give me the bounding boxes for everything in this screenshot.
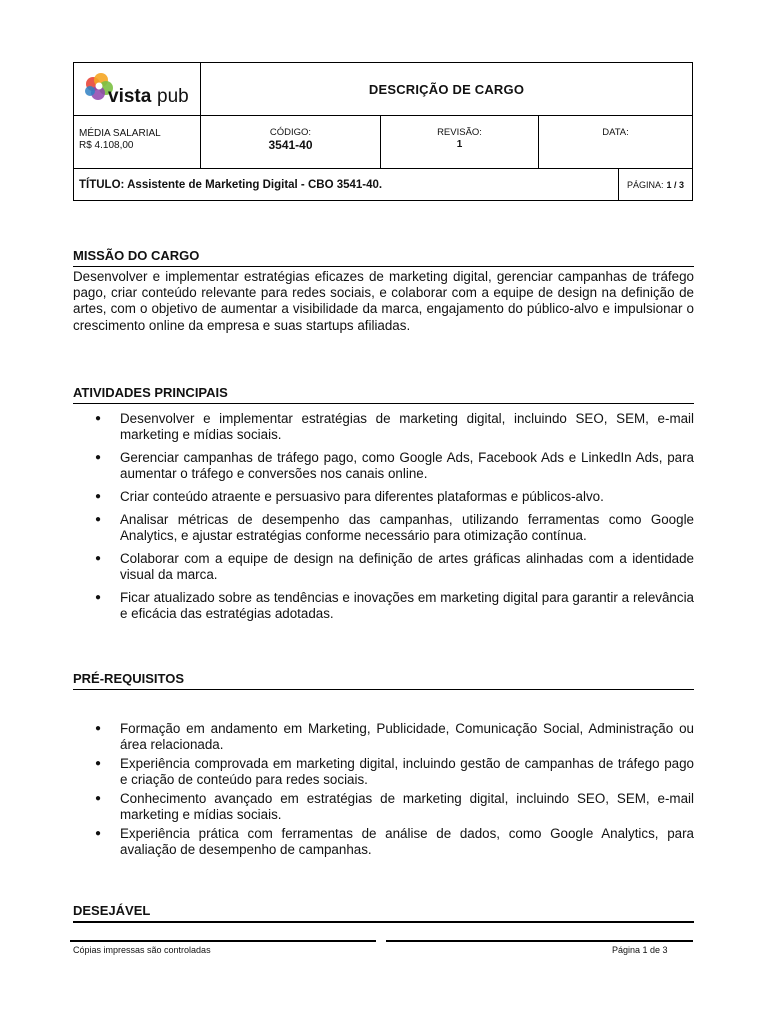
page-label: PÁGINA: (626, 179, 664, 190)
footer-divider-left (70, 940, 376, 942)
activities-section (73, 385, 694, 629)
svg-text:vista: vista (108, 86, 152, 107)
list-item: ● Experiência prática com ferramentas de análise de dados, como Google Analytics, para avaliação de desempenho de campanhas. (73, 826, 694, 858)
list-item: ● Formação em andamento em Marketing, Publicidade, Comunicação Social, Administração ou área relacionada. (73, 721, 694, 753)
code-value: 3541-40 (268, 138, 313, 152)
activities-list (73, 411, 694, 622)
salary-label: MÉDIA SALARIAL (79, 128, 161, 139)
desirable-title: DESEJÁVEL (73, 903, 694, 923)
mission-text: Desenvolver e implementar estratégias eficazes de marketing digital, gerenciar campanhas de tráfego pago, criar conteúdo relevante para redes sociais, e colaborar com a equipe de design na definição de artes, com o objetivo de aumentar a visibilidade da marca, engajamento do público-alvo e impulsionar o crescimento online da empresa e suas startups afiliadas. (73, 269, 694, 333)
mission-title: MISSÃO DO CARGO (73, 248, 694, 267)
page-value: 1 / 3 (666, 179, 685, 190)
list-item: ● Colaborar com a equipe de design na definição de artes gráficas alinhadas com a identidade visual da marca. (73, 551, 694, 583)
company-logo (74, 63, 200, 115)
activities-title: ATIVIDADES PRINCIPAIS (73, 385, 694, 404)
revision-label: REVISÃO: (437, 127, 482, 138)
vistapub-logo-icon (81, 69, 195, 109)
salary-cell (74, 115, 200, 168)
mission-section (73, 248, 694, 334)
prereqs-list (73, 721, 694, 858)
list-item: ● Conhecimento avançado em estratégias de marketing digital, incluindo SEO, SEM, e-mail marketing e mídias sociais. (73, 791, 694, 823)
header-row-info (74, 115, 692, 169)
desirable-section (73, 903, 694, 923)
document-title: DESCRIÇÃO DE CARGO (200, 63, 692, 115)
date-label: DATA: (602, 127, 629, 138)
prereqs-title: PRÉ-REQUISITOS (73, 671, 694, 690)
list-item: ● Gerenciar campanhas de tráfego pago, como Google Ads, Facebook Ads e LinkedIn Ads, para aumentar o tráfego e conversões nos canais online. (73, 450, 694, 482)
footer-page-number: Página 1 de 3 (612, 945, 668, 955)
job-title: TÍTULO: Assistente de Marketing Digital - CBO 3541-40. (79, 178, 383, 191)
header-row-title (74, 63, 692, 116)
prereqs-section (73, 671, 694, 861)
code-cell (200, 115, 380, 168)
salary-value: R$ 4.108,00 (79, 140, 134, 151)
svg-text:pub: pub (157, 86, 189, 107)
date-cell (538, 115, 692, 168)
list-item: ● Criar conteúdo atraente e persuasivo para diferentes plataformas e públicos-alvo. (73, 489, 694, 505)
revision-value: 1 (456, 139, 463, 150)
code-label: CÓDIGO: (269, 127, 312, 138)
list-item: ● Desenvolver e implementar estratégias de marketing digital, incluindo SEO, SEM, e-mail marketing e mídias sociais. (73, 411, 694, 443)
header-row-job-title (74, 168, 692, 201)
footer-copy-note: Cópias impressas são controladas (73, 945, 211, 955)
page-indicator (618, 168, 692, 201)
header-table (73, 62, 693, 201)
list-item: ● Analisar métricas de desempenho das campanhas, utilizando ferramentas como Google Analytics, e ajustar estratégias conforme necessário para otimização contínua. (73, 512, 694, 544)
footer-divider-right (386, 940, 693, 942)
list-item: ● Ficar atualizado sobre as tendências e inovações em marketing digital para garantir a relevância e eficácia das estratégias adotadas. (73, 590, 694, 622)
revision-cell (380, 115, 538, 168)
list-item: ● Experiência comprovada em marketing digital, incluindo gestão de campanhas de tráfego pago e criação de conteúdo para redes sociais. (73, 756, 694, 788)
